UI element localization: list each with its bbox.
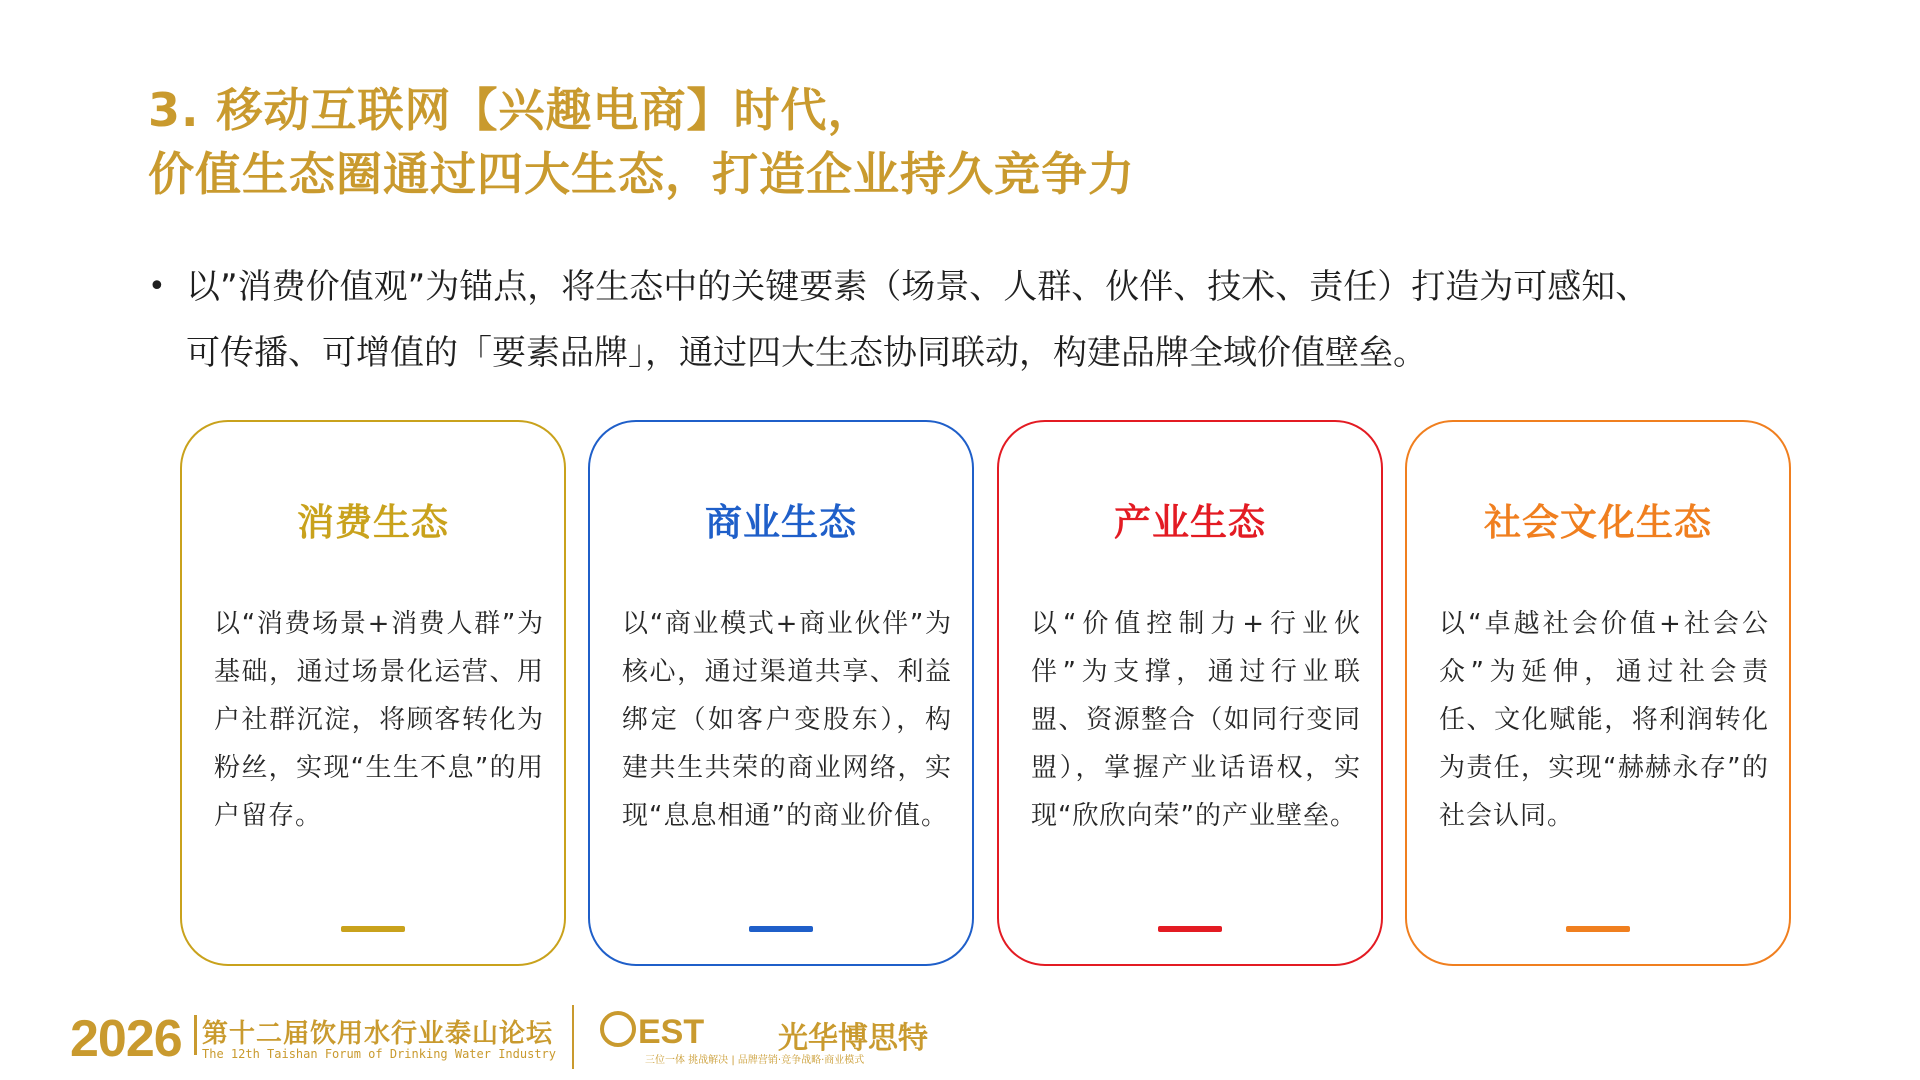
intro-paragraph — [148, 254, 1798, 386]
card-social-culture-ecosystem — [1405, 420, 1791, 966]
brand-logo — [600, 1011, 704, 1052]
title-line-1: 3. 移动互联网【兴趣电商】时代， — [148, 83, 875, 137]
forum-year: 2026 — [70, 1010, 182, 1068]
card-industry-ecosystem — [997, 420, 1383, 966]
card-body: 以“卓越社会价值+社会公众”为延伸，通过社会责任、文化赋能，将利润转化为责任，实现“赫赫永存”的社会认同。 — [1439, 609, 1769, 831]
logo-text: EST — [638, 1013, 705, 1051]
card-accent-bar — [749, 926, 813, 932]
card-accent-bar — [1566, 926, 1630, 932]
intro-line-2: 可传播、可增值的「要素品牌」，通过四大生态协同联动，构建品牌全域价值壁垒。 — [186, 333, 1427, 373]
page-title — [148, 78, 1135, 206]
logo-circle-icon — [600, 1011, 636, 1047]
forum-name-cn: 第十二届饮用水行业泰山论坛 — [202, 1019, 554, 1049]
forum-name-en: The 12th Taishan Forum of Drinking Water Industry — [202, 1047, 557, 1061]
card-body: 以“商业模式+商业伙伴”为核心，通过渠道共享、利益绑定（如客户变股东），构建共生共荣的商业网络，实现“息息相通”的商业价值。 — [622, 609, 952, 831]
card-accent-bar — [341, 926, 405, 932]
intro-line-1: 以”消费价值观”为锚点，将生态中的关键要素（场景、人群、伙伴、技术、责任）打造为可感知、 — [186, 267, 1650, 307]
divider — [572, 1005, 574, 1069]
card-title: 商业生态 — [705, 501, 857, 544]
brand-tagline: 三位一体 挑战解决 | 品牌营销·竞争战略·商业模式 — [645, 1055, 865, 1066]
ecosystem-cards — [0, 420, 1920, 970]
card-body: 以“消费场景+消费人群”为基础，通过场景化运营、用户社群沉淀，将顾客转化为粉丝，实现“生生不息”的用户留存。 — [214, 609, 544, 831]
card-title: 社会文化生态 — [1484, 501, 1712, 544]
card-title: 产业生态 — [1114, 501, 1266, 544]
title-line-2: 价值生态圈通过四大生态，打造企业持久竞争力 — [148, 147, 1135, 201]
card-consumer-ecosystem — [180, 420, 566, 966]
bullet-icon: • — [148, 269, 166, 304]
card-business-ecosystem — [588, 420, 974, 966]
brand-name: 光华博思特 — [778, 1021, 928, 1056]
card-body: 以“价值控制力+行业伙伴”为支撑，通过行业联盟、资源整合（如同行变同盟），掌握产业话语权，实现“欣欣向荣”的产业壁垒。 — [1031, 609, 1361, 831]
card-title: 消费生态 — [297, 501, 449, 544]
card-accent-bar — [1158, 926, 1222, 932]
divider — [194, 1015, 197, 1055]
